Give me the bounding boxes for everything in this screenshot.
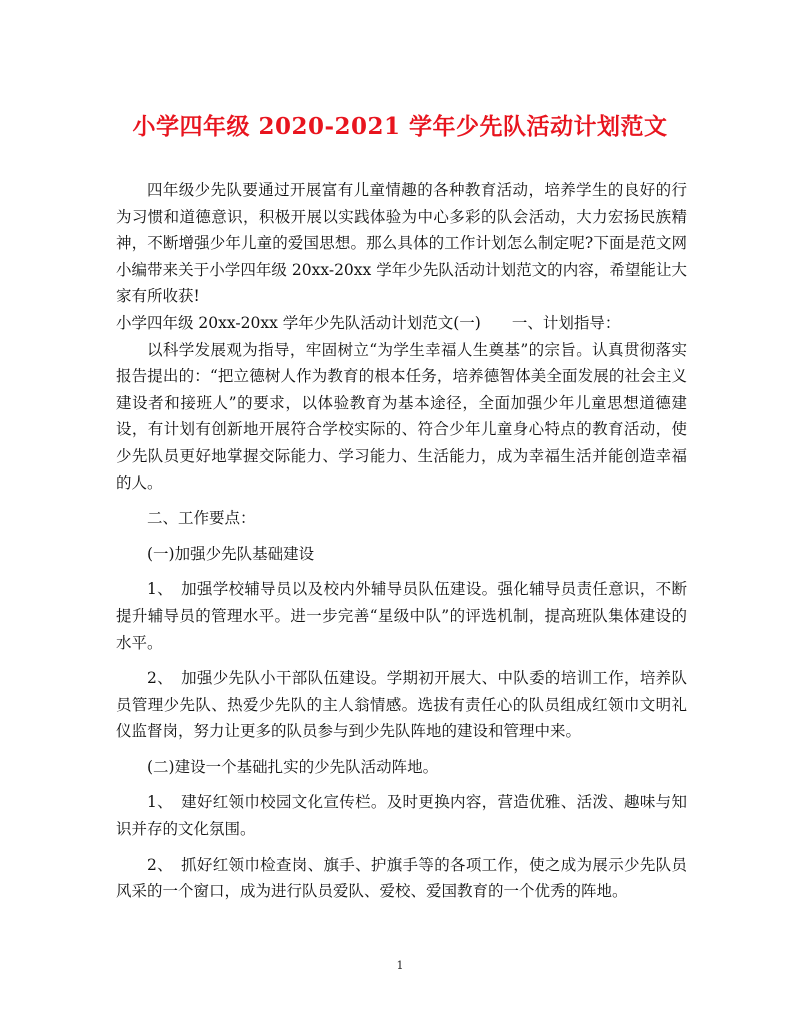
section-heading-line: 小学四年级 20xx-20xx 学年少先队活动计划范文(一) 一、计划指导：	[116, 313, 621, 332]
list-item: 2、 加强少先队小干部队伍建设。学期初开展大、中队委的培训工作，培养队员管理少先队、热爱少先队的主人翁情感。选拔有责任心的队员组成红领巾文明礼仪监督岗，努力让更多的队员参与到少先队阵地的建设和管理中来。	[116, 669, 687, 741]
subsection-heading: (一)加强少先队基础建设	[147, 544, 315, 563]
subsection-heading: (二)建设一个基础扎实的少先队活动阵地。	[147, 757, 439, 776]
list-item: 1、 建好红领巾校园文化宣传栏。及时更换内容，营造优雅、活泼、趣味与知识并存的文化氛围。	[116, 793, 687, 839]
page-number: 1	[396, 959, 404, 972]
intro-paragraph: 四年级少先队要通过开展富有儿童情趣的各种教育活动，培养学生的良好的行为习惯和道德意识，积极开展以实践体验为中心多彩的队会活动，大力宏扬民族精神，不断增强少年儿童的爱国思想。那么具体的工作计划怎么制定呢?下面是范文网小编带来关于小学四年级 20xx-20xx 学年少先队活动计划范文的内容，希望能让大家有所收获!	[116, 181, 687, 306]
guidance-paragraph: 以科学发展观为指导，牢固树立“为学生幸福人生奠基”的宗旨。认真贯彻落实报告提出的：“把立德树人作为教育的根本任务，培养德智体美全面发展的社会主义建设者和接班人”的要求，以体验教育为基本途径，全面加强少年儿童思想道德建设，有计划有创新地开展符合学校实际的、符合少年儿童身心特点的教育活动，使少先队员更好地掌握交际能力、学习能力、生活能力，成为幸福生活并能创造幸福的人。	[116, 340, 687, 492]
list-item: 1、 加强学校辅导员以及校内外辅导员队伍建设。强化辅导员责任意识，不断提升辅导员的管理水平。进一步完善“星级中队”的评选机制，提高班队集体建设的水平。	[116, 580, 687, 652]
section-heading: 二、工作要点：	[147, 509, 256, 528]
list-item: 2、 抓好红领巾检查岗、旗手、护旗手等的各项工作，使之成为展示少先队员风采的一个窗口，成为进行队员爱队、爱校、爱国教育的一个优秀的阵地。	[116, 855, 687, 901]
document-body	[116, 177, 687, 905]
document-title: 小学四年级 2020-2021 学年少先队活动计划范文	[132, 113, 668, 140]
